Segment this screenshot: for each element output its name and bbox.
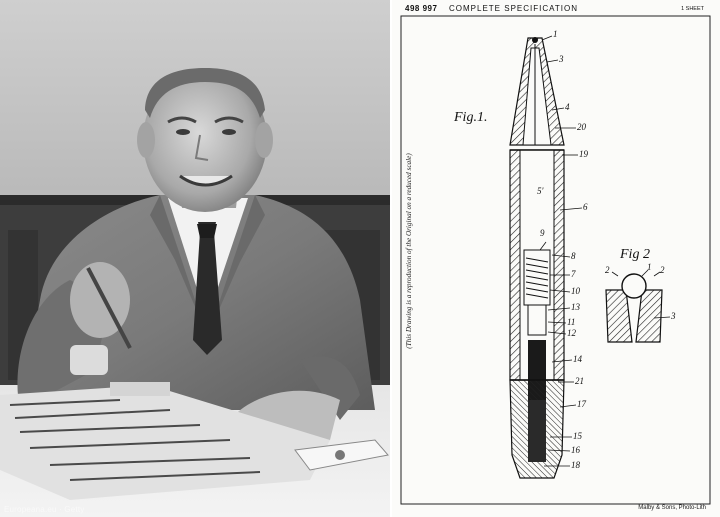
callout-15: 15 [573, 431, 582, 441]
callout-12: 12 [567, 328, 576, 338]
printer-credit: Malby & Sons, Photo-Lith [638, 505, 706, 511]
callout-5: 5' [537, 186, 544, 196]
fig2-callout-3: 3 [671, 311, 676, 321]
callout-10: 10 [571, 286, 580, 296]
callout-20: 20 [577, 122, 586, 132]
patent-sheet [392, 0, 720, 517]
patent-sheet-count: 1 SHEET [681, 6, 704, 12]
fig2-label: Fig 2 [620, 247, 650, 262]
callout-18: 18 [571, 460, 580, 470]
callout-8: 8 [571, 251, 576, 261]
fig2-callout-2b: 2 [660, 265, 665, 275]
callout-19: 19 [579, 149, 588, 159]
callout-16: 16 [571, 445, 580, 455]
callout-21: 21 [575, 376, 584, 386]
callout-6: 6 [583, 202, 588, 212]
callout-9: 9 [540, 228, 545, 238]
patent-number: 498 997 [405, 4, 438, 13]
callout-7: 7 [571, 269, 576, 279]
callout-1: 1 [553, 29, 558, 39]
patent-drawing [392, 0, 720, 517]
fig2-callout-1: 1 [647, 262, 652, 272]
callout-4: 4 [565, 102, 570, 112]
callout-14: 14 [573, 354, 582, 364]
patent-title: COMPLETE SPECIFICATION [449, 4, 578, 13]
callout-3: 3 [559, 54, 564, 64]
callout-13: 13 [571, 302, 580, 312]
fig1-label: Fig.1. [454, 110, 488, 125]
fig2-callout-2a: 2 [605, 265, 610, 275]
callout-11: 11 [567, 317, 576, 327]
callout-17: 17 [577, 399, 586, 409]
reduced-scale-note: (This Drawing is a reproduction of the Original on a reduced scale) [405, 153, 413, 349]
photo-credit: Europeana.eu · Getty [4, 505, 85, 514]
fig2-section [606, 270, 670, 342]
